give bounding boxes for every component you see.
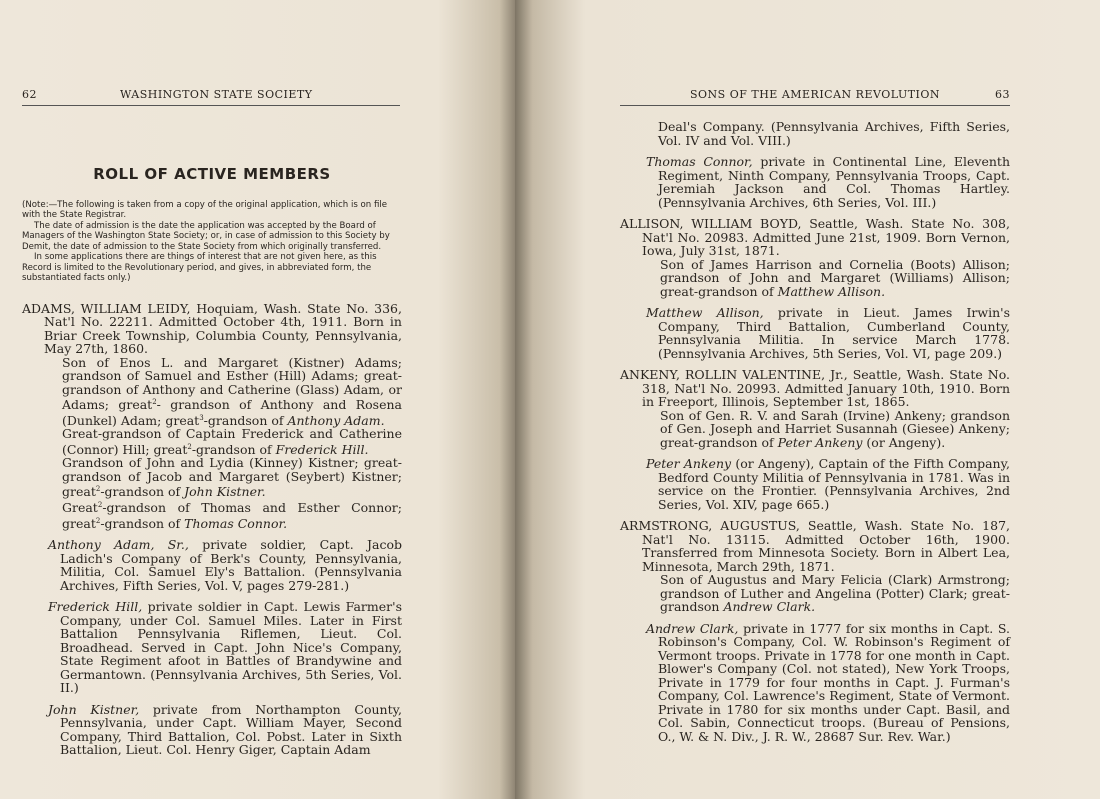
member-entry-ankeny [620,368,1010,449]
service-record [620,622,1010,744]
page-title: ROLL OF ACTIVE MEMBERS [93,165,331,183]
lineage-text: Grandson of John and Lydia (Kinney) Kistner; great-grandson of Jacob and Margaret (Seybert) Kistner; great [62,455,402,500]
lineage-text: Great-grandson of Captain Frederick and Catherine (Connor) Hill; great [62,426,402,457]
service-text: private from Northampton County, Pennsylvania, under Capt. William Mayer, Second Company, Third Battalion, Col. Pobst. Later in Sixth Battalion, Lieut. Col. Henry Giger, Captain Adam [60,701,402,758]
note-paragraph: (Note:—The following is taken from a copy of the original application, which is on file with the State Registrar. [22,199,388,220]
entry-heading: ADAMS, WILLIAM LEIDY, Hoquiam, Wash. State No. 336, Nat'l No. 22211. Admitted October 4th, 1911. Born in Briar Creek Township, Columbia County, Pennsylvania, May 27th, 1860. [22,300,402,356]
lineage-paragraph [620,409,1010,450]
ancestor-name: Frederick Hill. [275,441,369,457]
lineage-text: -grandson of [100,515,181,531]
lineage-text: - grandson of Anthony and Rosena (Dunkel) Adam; great [62,397,402,428]
service-record [22,538,402,592]
right-running-head [620,88,1010,106]
right-column [620,120,1010,751]
service-record [620,306,1010,360]
lineage-paragraph [22,356,402,428]
superscript: 2 [97,501,103,510]
right-page [515,0,1100,799]
service-text: (or Angeny), Captain of the Fifth Company, Bedford County Militia of Pennsylvania in 1781. Was in service on the Frontier. (Pennsylvania Archives, 2nd Series, Vol. XIV, page 665.) [658,456,1010,512]
ancestor-name: Peter Ankeny [646,456,732,471]
entry-heading: ARMSTRONG, AUGUSTUS, Seattle, Wash. State No. 187, Nat'l No. 13115. Admitted October 16th, 1900. Transferred from Minnesota Society. Born in Albert Lea, Minnesota, March 29th, 1871. [620,518,1010,574]
left-page-number: 62 [22,88,37,101]
service-record [620,457,1010,511]
ancestor-name: Anthony Adam, Sr., [48,537,189,553]
service-text: private in Continental Line, Eleventh Regiment, Ninth Company, Pennsylvania Troops, Capt. Jeremiah Jackson and Col. Thomas Hartley. (Pennsylvania Archives, 6th Series, Vol. III.) [658,154,1011,210]
continued-text: Deal's Company. (Pennsylvania Archives, Fifth Series, Vol. IV and Vol. VIII.) [658,119,1010,148]
lineage-text: -grandson of Thomas and Esther Connor; great [62,500,402,531]
ancestor-name: Peter Ankeny [777,434,863,450]
lineage-text: (or Angeny). [866,434,946,450]
superscript: 2 [152,398,157,406]
left-running-title: WASHINGTON STATE SOCIETY [120,88,313,101]
lineage-text: -grandson of [203,412,284,428]
lineage-text: -grandson of [100,484,181,500]
note-paragraph: The date of admission is the date the application was accepted by the Board of Managers of the Washington State Society; or, in case of admission to this Society by Demit, the date of admission to the State Society from which originally transferred. [22,220,390,252]
note-paragraph: In some applications there are things of interest that are not given here, as this Record is limited to the Revolutionary period, and gives, in abbreviated form, the substantiated facts only.) [22,252,377,283]
ancestor-name: Matthew Allison. [777,283,886,299]
left-column [22,108,402,765]
editorial-note [22,200,402,284]
service-text: private in Lieut. James Irwin's Company, Third Battalion, Cumberland County, Pennsylvania Militia. In service March 1778. (Pennsylvania Archives, 5th Series, Vol. VI, page 209.) [658,305,1010,361]
lineage-text: Son of Augustus and Mary Felicia (Clark) Armstrong; grandson of Luther and Angelina (Potter) Clark; great-grandson [660,572,1010,614]
lineage-text: Son of James Harrison and Cornelia (Boots) Allison; grandson of John and Margaret (Williams) Allison; great-grandson of [660,256,1010,299]
ancestor-name: John Kistner, [48,701,140,717]
service-text: private soldier in Capt. Lewis Farmer's Company, under Col. Samuel Miles. Later in First Battalion Pennsylvania Riflemen, Lieut. Col. Broadhead. Served in Capt. John Nice's Company, State Regiment afoot in Battles of Brandywine and Germantown. (Pennsylvania Archives, 5th Series, Vol. II.) [60,599,402,696]
ancestor-name: Andrew Clark, [646,620,739,636]
ancestor-name: John Kistner. [184,484,266,500]
lineage-paragraph [22,427,402,456]
service-record [620,155,1010,209]
lineage-text: Son of Gen. R. V. and Sarah (Irvine) Ankeny; grandson of Gen. Joseph and Harriet Susannah (Giesee) Ankeny; great-grandson of [660,407,1010,450]
lineage-paragraph [620,573,1010,614]
member-entry-adams [22,302,402,531]
member-entry-armstrong [620,519,1010,614]
lineage-paragraph [22,499,402,530]
lineage-text: -grandson of [191,441,272,457]
superscript: 2 [95,485,101,494]
right-running-title: SONS OF THE AMERICAN REVOLUTION [690,88,941,101]
superscript: 2 [95,516,101,525]
ancestor-name: Thomas Connor. [184,515,288,531]
ancestor-name: Thomas Connor, [646,154,753,169]
entry-heading: ALLISON, WILLIAM BOYD, Seattle, Wash. State No. 308, Nat'l No. 20983. Admitted June 21st, 1909. Born Vernon, Iowa, July 31st, 1871. [620,216,1010,258]
superscript: 3 [199,413,204,422]
lineage-paragraph [620,258,1010,299]
service-record [22,600,402,695]
ancestor-name: Anthony Adam. [287,412,385,428]
service-text: private in 1777 for six months in Capt. S. Robinson's Company, Col. W. Robinson's Regiment of Vermont troops. Private in 1778 for one month in Capt. Blower's Company (Col. not stated), New York Troops, Private in 1779 for four months in Capt. J. Furman's Company, Col. Lawrence's Regiment, State of Vermont. Private in 1780 for six months under Capt. Basil, and Col. Sabin, Connecticut troops. (Bureau of Pensions, O., W. & N. Div., J. R. W., 28687 Sur. Rev. War.) [658,620,1010,744]
ancestor-name: Frederick Hill, [48,599,143,615]
left-running-head [22,88,400,106]
ancestor-name: Andrew Clark. [723,599,816,614]
lineage-paragraph [22,456,402,499]
left-page [0,0,515,799]
ancestor-name: Matthew Allison, [646,305,764,320]
right-page-number: 63 [995,88,1010,101]
superscript: 2 [187,442,192,451]
entry-heading: ANKENY, ROLLIN VALENTINE, Jr., Seattle, Wash. State No. 318, Nat'l No. 20993. Admitted January 10th, 1910. Born in Freeport, Illinois, September 1st, 1865. [620,367,1010,409]
service-record [22,703,402,757]
lineage-text: Great [62,500,98,516]
lineage-text: Son of Enos L. and Margaret (Kistner) Adams; grandson of Samuel and Esther (Hill) Adams; great-grandson of Anthony and Catherine (Glass) Adam, or Adams; great [62,354,402,413]
member-entry-allison [620,217,1010,298]
service-text: private soldier, Capt. Jacob Ladich's Company of Berk's County, Pennsylvania, Militia, Col. Samuel Ely's Battalion. (Pennsylvania Archives, Fifth Series, Vol. V, pages 279-281.) [60,537,402,593]
